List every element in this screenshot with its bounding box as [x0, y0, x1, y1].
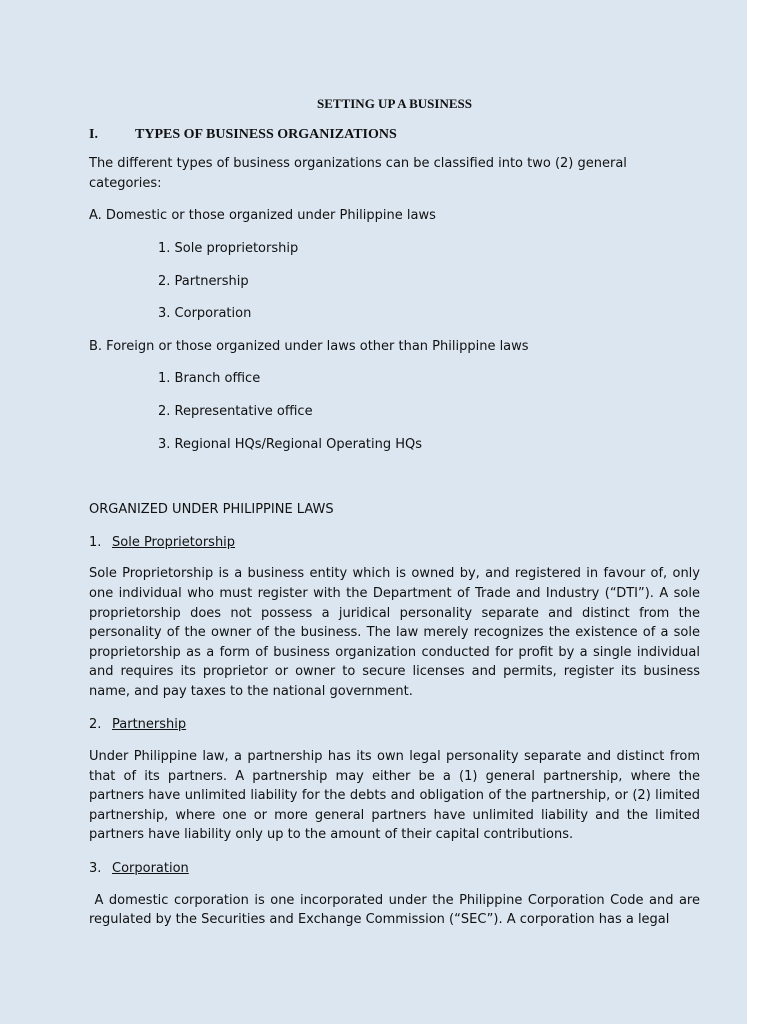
organized-label: ORGANIZED UNDER PHILIPPINE LAWS	[89, 502, 334, 518]
category-b-item: 1. Branch office	[158, 371, 261, 387]
category-b: B. Foreign or those organized under laws other than Philippine laws	[89, 338, 529, 354]
category-a-item: 1. Sole proprietorship	[158, 240, 299, 256]
category-a: A. Domestic or those organized under Philippine laws	[89, 208, 436, 224]
subsection-body: A domestic corporation is one incorporated under the Philippine Corporation Code and are regulated by the Securities and Exchange Commission (“SEC”). A corporation has a legal	[89, 892, 700, 928]
category-b-item: 3. Regional HQs/Regional Operating HQs	[158, 436, 423, 452]
intro-paragraph: The different types of business organizations can be classified into two (2) general categories:	[89, 156, 627, 191]
page-margin	[747, 0, 768, 1024]
document-title: SETTING UP A BUSINESS	[317, 96, 472, 111]
subsection-heading	[89, 533, 700, 553]
subsection-number: 2.	[89, 717, 102, 733]
category-a-item: 2. Partnership	[158, 273, 249, 289]
section-title: TYPES OF BUSINESS ORGANIZATIONS	[135, 126, 397, 142]
category-b-item: 2. Representative office	[158, 403, 313, 419]
document-content	[89, 94, 700, 943]
subsection-number: 3.	[89, 861, 102, 877]
subsection-body: Under Philippine law, a partnership has its own legal personality separate and distinct from that of its partners. A partnership may either be a (1) general partnership, where the partners have unlimited liability for the debts and obligation of the partnership, or (2) limited partnership, where one or more general partners have unlimited liability and the limited partners have liability only up to the amount of their capital contributions.	[89, 749, 700, 843]
subsection-title: Partnership	[112, 717, 187, 733]
subsection-title: Corporation	[112, 861, 189, 877]
subsection-title: Sole Proprietorship	[112, 534, 236, 550]
subsection-body: Sole Proprietorship is a business entity which is owned by, and registered in favour of, only one individual who must register with the Department of Trade and Industry (“DTI”). A sole proprietorship does not possess a juridical personality separate and distinct from the personality of the owner of the business. The law merely recognizes the existence of a sole proprietorship as a form of business organization conducted for profit by a single individual and requires its proprietor or owner to secure licenses and permits, register its business name, and pay taxes to the national government.	[89, 566, 700, 699]
section-number: I.	[89, 126, 98, 142]
subsection-heading	[89, 715, 700, 735]
section-heading	[89, 125, 700, 145]
category-a-item: 3. Corporation	[158, 306, 252, 322]
subsection-number: 1.	[89, 534, 102, 550]
subsection-heading	[89, 859, 700, 879]
